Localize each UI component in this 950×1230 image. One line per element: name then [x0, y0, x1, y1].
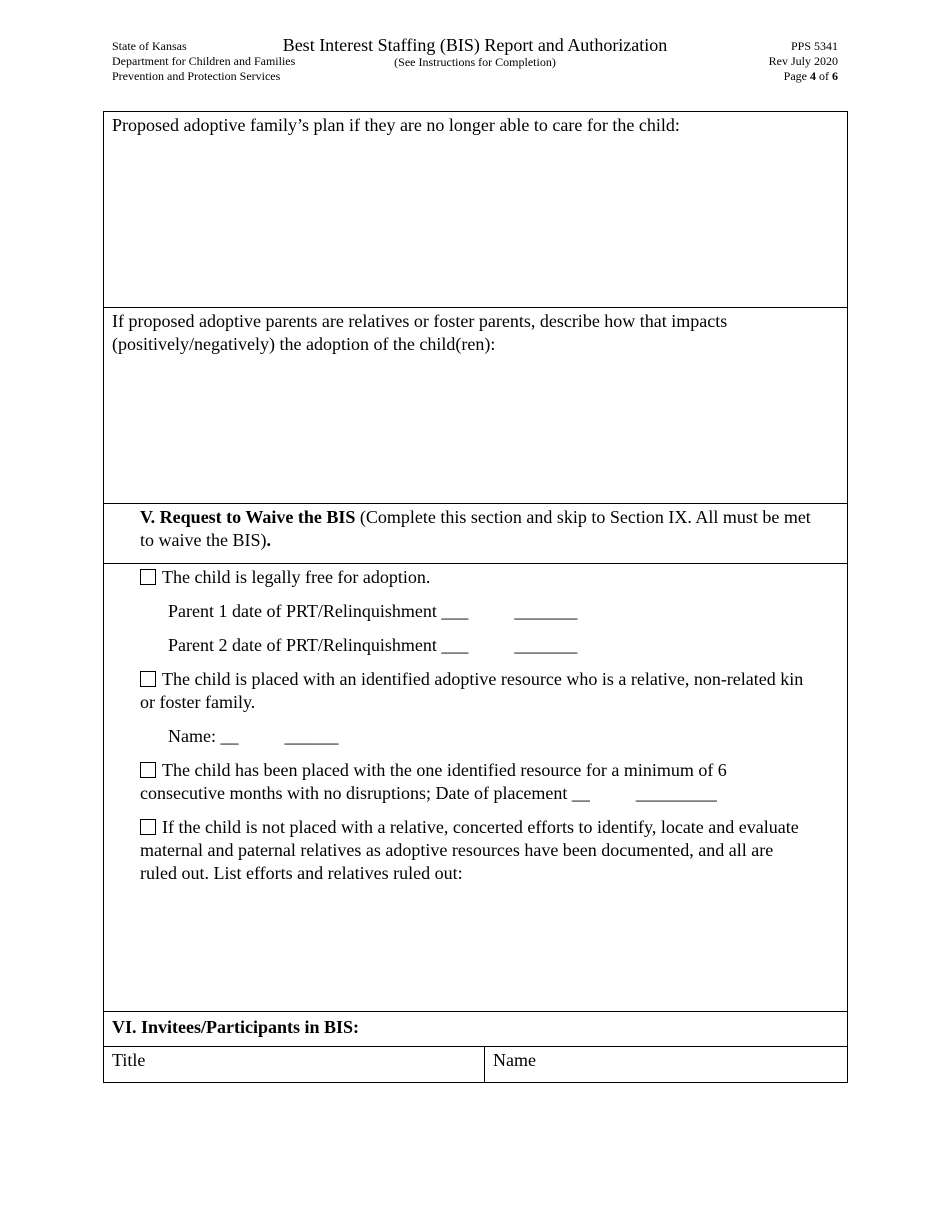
page-number	[769, 69, 838, 84]
resource-name-label: Name:	[168, 726, 221, 746]
parent1-blank-1[interactable]: ___	[441, 601, 469, 621]
document-title: Best Interest Staffing (BIS) Report and Authorization	[282, 35, 668, 55]
page-total: 6	[832, 69, 838, 83]
six-months-label: The child has been placed with the one identified resource for a minimum of 6 consecutive months with no disruptions; Date of placement	[140, 760, 727, 803]
criterion-six-months	[140, 759, 811, 805]
parent2-date-row	[140, 634, 811, 657]
placement-date-blank-2[interactable]: _________	[635, 783, 717, 803]
six-months-checkbox[interactable]	[140, 762, 156, 778]
form-revision: Rev July 2020	[768, 54, 838, 68]
parent1-label: Parent 1 date of PRT/Relinquishment	[168, 601, 442, 621]
parent2-blank-2[interactable]: _______	[514, 635, 578, 655]
header-state: State of Kansas	[112, 39, 187, 53]
header-division: Prevention and Protection Services	[112, 69, 281, 83]
parent1-date-row	[140, 600, 811, 623]
adoptive-resource-label: The child is placed with an identified adoptive resource who is a relative, non-related kin or foster family.	[140, 669, 804, 712]
waive-heading-note: (Complete this section and skip to Section IX. All must be met to waive the BIS)	[140, 507, 811, 550]
waive-heading-end: .	[266, 530, 271, 550]
legally-free-label: The child is legally free for adoption.	[162, 567, 431, 587]
form-table	[103, 111, 848, 1083]
resource-name-row	[140, 725, 811, 748]
page-prefix: Page	[783, 69, 810, 83]
page-mid: of	[816, 69, 832, 83]
header-form-info	[769, 39, 838, 84]
parent1-blank-2[interactable]: _______	[514, 601, 578, 621]
waive-criteria	[104, 564, 847, 1012]
resource-name-blank-1[interactable]: __	[220, 726, 239, 746]
invitees-table-header	[104, 1047, 847, 1082]
adoptive-resource-checkbox[interactable]	[140, 671, 156, 687]
header-agency-block	[112, 39, 295, 84]
relatives-ruled-out-checkbox[interactable]	[140, 819, 156, 835]
waive-section-header	[104, 504, 847, 564]
invitee-name-column: Name	[493, 1050, 536, 1070]
invitee-title-column: Title	[104, 1047, 485, 1082]
waive-heading: V. Request to Waive the BIS	[140, 507, 356, 527]
parent2-label: Parent 2 date of PRT/Relinquishment	[168, 635, 442, 655]
parent2-blank-1[interactable]: ___	[441, 635, 469, 655]
relatives-impact-label: If proposed adoptive parents are relatives or foster parents, describe how that impacts (positively/negatively) the adoption of the child(ren):	[112, 311, 728, 354]
relatives-impact-field[interactable]	[104, 308, 847, 504]
adoptive-plan-label: Proposed adoptive family’s plan if they are no longer able to care for the child:	[112, 115, 680, 135]
placement-date-blank-1[interactable]: __	[571, 783, 590, 803]
relatives-ruled-out-label: If the child is not placed with a relative, concerted efforts to identify, locate and evaluate maternal and paternal relatives as adoptive resources have been documented, and all are ruled out. List efforts and relatives ruled out:	[140, 817, 799, 883]
resource-name-blank-2[interactable]: ______	[284, 726, 339, 746]
criterion-adoptive-resource	[140, 668, 811, 714]
legally-free-checkbox[interactable]	[140, 569, 156, 585]
page-current: 4	[810, 69, 816, 83]
document-subtitle: (See Instructions for Completion)	[394, 55, 556, 69]
invitees-heading: VI. Invitees/Participants in BIS:	[104, 1012, 847, 1047]
adoptive-plan-field[interactable]	[104, 112, 847, 308]
header-department: Department for Children and Families	[112, 54, 296, 68]
criterion-legally-free	[140, 566, 811, 589]
criterion-relatives-ruled-out	[140, 816, 811, 885]
form-number: PPS 5341	[790, 39, 838, 53]
